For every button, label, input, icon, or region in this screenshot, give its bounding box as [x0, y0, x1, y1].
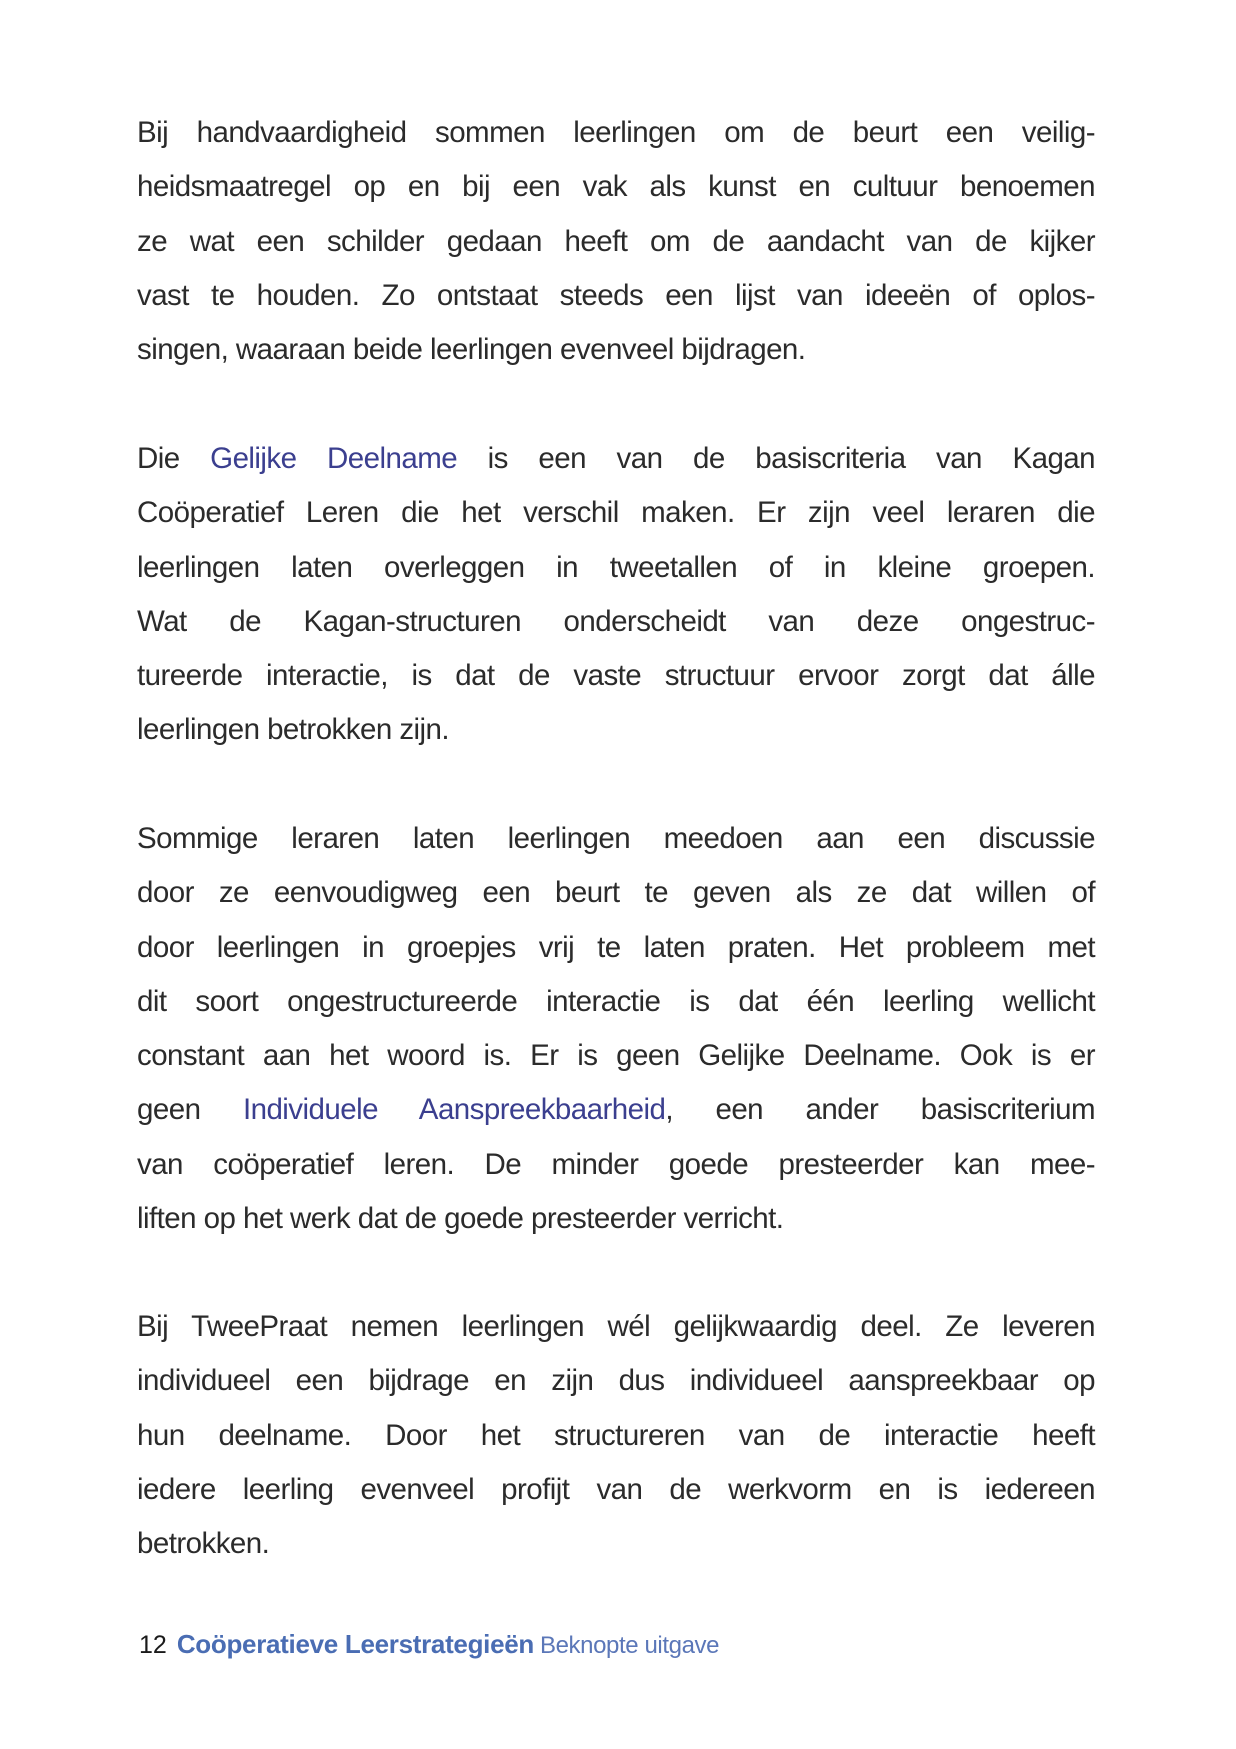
paragraph-3 — [137, 812, 1095, 1246]
page-footer — [139, 1628, 719, 1660]
text-line: ze wat een schilder gedaan heeft om de aandacht van de kijker — [137, 224, 1095, 258]
text-line: vast te houden. Zo ontstaat steeds een lijst van ideeën of oplos- — [137, 278, 1095, 312]
page-number: 12 — [139, 1631, 167, 1659]
text-run: Die — [137, 442, 211, 475]
term-gelijke-deelname: Gelijke Deelname — [210, 442, 458, 475]
text-line — [137, 432, 1095, 486]
paragraph-1 — [137, 106, 1095, 377]
paragraph-4 — [137, 1300, 1095, 1571]
text-line: individueel een bijdrage en zijn dus individueel aanspreekbaar op — [137, 1364, 1095, 1398]
text-line: constant aan het woord is. Er is geen Gelijke Deelname. Ook is er — [137, 1039, 1095, 1073]
text-line: dit soort ongestructureerde interactie is dat één leerling wellicht — [137, 984, 1095, 1018]
text-line: Bij handvaardigheid sommen leerlingen om de beurt een veilig- — [137, 116, 1095, 149]
text-run: , een ander basiscriterium — [665, 1093, 1095, 1127]
text-run: is een van de basiscriteria van Kagan — [457, 442, 1096, 475]
text-line: door ze eenvoudigweg een beurt te geven als ze dat willen of — [137, 876, 1095, 910]
term-individuele-aanspreekbaarheid: Individuele Aanspreekbaarheid — [242, 1093, 666, 1127]
book-title: Coöperatieve Leerstrategieën — [176, 1629, 534, 1659]
text-line: door leerlingen in groepjes vrij te laten praten. Het probleem met — [137, 930, 1095, 964]
text-line: Sommige leraren laten leerlingen meedoen aan een discussie — [137, 822, 1095, 855]
text-line: Bij TweePraat nemen leerlingen wél gelijkwaardig deel. Ze leveren — [137, 1310, 1095, 1343]
text-line: liften op het werk dat de goede presteerder verricht. — [137, 1202, 784, 1236]
text-line: betrokken. — [137, 1527, 270, 1561]
text-line: heidsmaatregel op en bij een vak als kunst en cultuur benoemen — [137, 170, 1095, 204]
text-line: singen, waaraan beide leerlingen evenveel bijdragen. — [137, 333, 806, 367]
text-line: van coöperatief leren. De minder goede presteerder kan mee- — [137, 1147, 1095, 1181]
text-line: tureerde interactie, is dat de vaste structuur ervoor zorgt dat álle — [137, 659, 1095, 693]
text-line: Coöperatief Leren die het verschil maken. Er zijn veel leraren die — [137, 496, 1095, 530]
book-subtitle: Beknopte uitgave — [540, 1632, 720, 1659]
text-line: iedere leerling evenveel profijt van de werkvorm en is iedereen — [137, 1472, 1095, 1506]
text-line: leerlingen laten overleggen in tweetallen of in kleine groepen. — [137, 550, 1095, 584]
text-line: leerlingen betrokken zijn. — [137, 713, 450, 747]
text-line: Wat de Kagan-structuren onderscheidt van deze ongestruc- — [137, 604, 1095, 638]
text-run: geen — [137, 1093, 243, 1127]
text-line: hun deelname. Door het structureren van de interactie heeft — [137, 1418, 1095, 1452]
paragraph-2 — [137, 432, 1095, 758]
text-line — [137, 1083, 1095, 1137]
